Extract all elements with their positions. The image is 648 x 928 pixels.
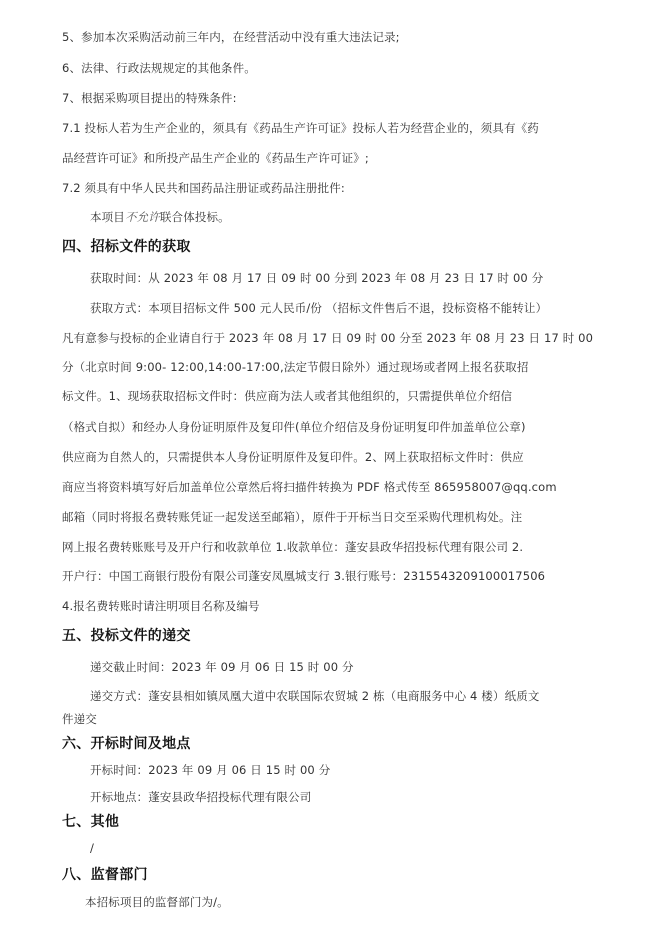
submission-method-line-1: 递交方式：蓬安县相如镇凤凰大道中农联国际农贸城 2 栋（电商服务中心 4 楼）纸质文 [90,689,540,703]
section-heading-4: 四、招标文件的获取 [62,239,191,255]
opening-time: 开标时间：2023 年 09 月 06 日 15 时 00 分 [90,763,331,777]
condition-7: 7、根据采购项目提出的特殊条件: [62,91,237,105]
acquisition-method-line-11: 4.报名费转账时请注明项目名称及编号 [62,599,260,613]
condition-6: 6、法律、行政法规规定的其他条件。 [62,61,256,75]
condition-5: 5、参加本次采购活动前三年内，在经营活动中没有重大违法记录; [62,30,400,44]
condition-7-1-line-2: 品经营许可证》和所投产品生产企业的《药品生产许可证》; [62,151,369,165]
consortium-note-prefix: 本项目 [90,210,125,224]
submission-deadline: 递交截止时间：2023 年 09 月 06 日 15 时 00 分 [90,660,354,674]
section-heading-6: 六、开标时间及地点 [62,736,191,752]
acquisition-method-line-8: 邮箱（同时将报名费转账凭证一起发送至邮箱），原件于开标当日交至采购代理机构处。注 [62,510,523,524]
opening-place: 开标地点：蓬安县政华招投标代理有限公司 [90,790,312,804]
acquisition-method-line-9: 网上报名费转账账号及开户行和收款单位 1.收款单位：蓬安县政华招投标代理有限公司 2. [62,540,524,554]
acquisition-method-line-3: 分（北京时间 9:00- 12:00,14:00-17:00,法定节假日除外）通过现场或者网上报名获取招 [62,360,529,374]
section-heading-8: 八、监督部门 [62,867,148,883]
acquisition-method-line-2: 凡有意参与投标的企业请自行于 2023 年 08 月 17 日 09 时 00 分至 2023 年 08 月 23 日 17 时 00 [62,331,594,345]
acquisition-time: 获取时间：从 2023 年 08 月 17 日 09 时 00 分到 2023 年 08 月 23 日 17 时 00 分 [90,271,544,285]
supervision-department: 本招标项目的监督部门为/。 [85,895,229,909]
acquisition-method-line-6: 供应商为自然人的，只需提供本人身份证明原件及复印件。2、网上获取招标文件时：供应 [62,450,524,464]
section-heading-7: 七、其他 [62,814,120,830]
acquisition-method-line-5: （格式自拟）和经办人身份证明原件及复印件(单位介绍信及身份证明复印件加盖单位公章) [62,420,526,434]
acquisition-method-line-10: 开户行：中国工商银行股份有限公司蓬安凤凰城支行 3.银行账号：2315543209100017506 [62,569,546,583]
acquisition-method-line-7: 商应当将资料填写好后加盖单位公章然后将扫描件转换为 PDF 格式传至 865958007@qq.com [62,480,557,494]
acquisition-method-line-4: 标文件。1、现场获取招标文件时：供应商为法人或者其他组织的，只需提供单位介绍信 [62,389,513,403]
submission-method-line-2: 件递交 [62,712,97,726]
condition-7-1-line-1: 7.1 投标人若为生产企业的，须具有《药品生产许可证》投标人若为经营企业的，须具有《药 [62,121,539,135]
acquisition-method-line-1: 获取方式：本项目招标文件 500 元人民币/份 （招标文件售后不退，投标资格不能转让） [90,301,548,315]
consortium-note-suffix: 联合体投标。 [159,210,230,224]
condition-7-2: 7.2 须具有中华人民共和国药品注册证或药品注册批件: [62,181,345,195]
consortium-note-emphasis: 不允许 [124,210,160,224]
section-heading-5: 五、投标文件的递交 [62,628,191,644]
other-content: / [90,841,95,855]
consortium-note [90,209,230,225]
